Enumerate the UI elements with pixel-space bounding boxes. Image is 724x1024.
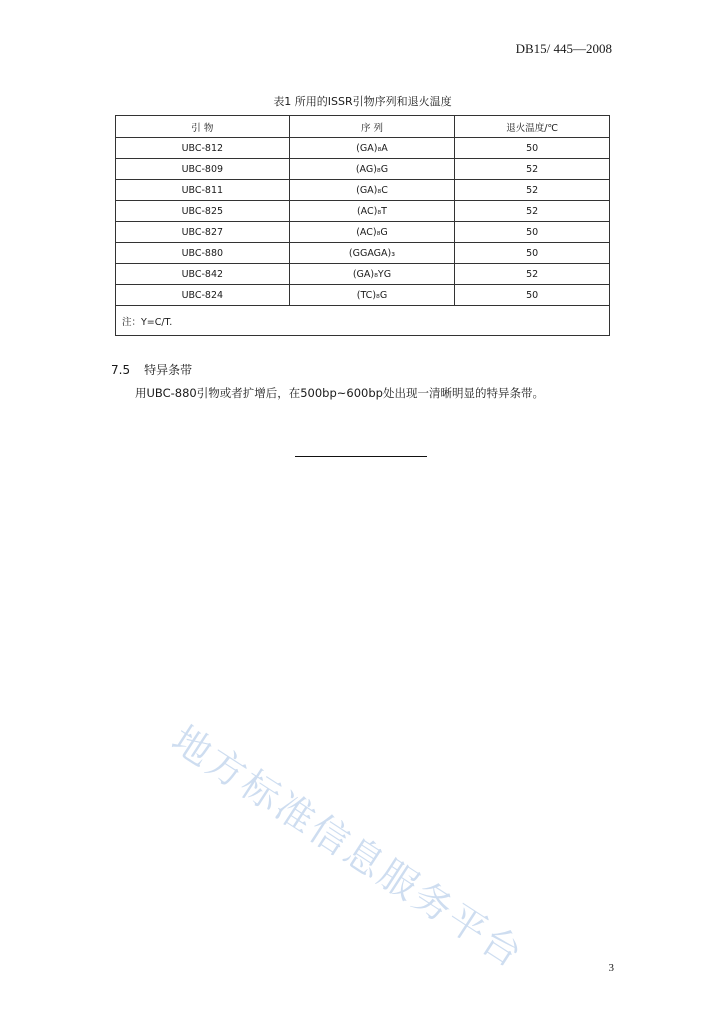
section-title: 特异条带: [144, 363, 193, 377]
table-row: [116, 264, 610, 285]
watermark: 地方标准信息服务平台: [164, 716, 532, 978]
column-header-sequence: 序 列: [289, 116, 455, 138]
primer-cell: UBC-809: [116, 159, 290, 180]
column-header-primer: 引 物: [116, 116, 290, 138]
temperature-cell: 50: [455, 243, 610, 264]
sequence-cell: (GA)₈A: [289, 138, 455, 159]
page-number: 3: [608, 962, 614, 974]
temperature-cell: 52: [455, 264, 610, 285]
table-row: [116, 159, 610, 180]
table-note-row: [116, 306, 610, 336]
end-rule: [295, 456, 427, 457]
sequence-cell: (GA)₈C: [289, 180, 455, 201]
section-number: 7.5: [111, 363, 131, 377]
section-heading: [111, 361, 192, 378]
sequence-cell: (AC)₈T: [289, 201, 455, 222]
temperature-cell: 52: [455, 180, 610, 201]
primer-cell: UBC-812: [116, 138, 290, 159]
primer-cell: UBC-824: [116, 285, 290, 306]
temperature-cell: 50: [455, 138, 610, 159]
table-row: [116, 201, 610, 222]
sequence-cell: (GA)₈YG: [289, 264, 455, 285]
table-row: [116, 180, 610, 201]
table-note: 注：Y=C/T.: [116, 306, 610, 336]
primer-cell: UBC-842: [116, 264, 290, 285]
temperature-cell: 50: [455, 222, 610, 243]
primer-cell: UBC-811: [116, 180, 290, 201]
table-row: [116, 243, 610, 264]
primer-cell: UBC-827: [116, 222, 290, 243]
primer-cell: UBC-880: [116, 243, 290, 264]
temperature-cell: 50: [455, 285, 610, 306]
temperature-cell: 52: [455, 159, 610, 180]
document-id: DB15/ 445—2008: [515, 41, 612, 56]
table-row: [116, 138, 610, 159]
temperature-cell: 52: [455, 201, 610, 222]
table-caption: 表1 所用的ISSR引物序列和退火温度: [273, 95, 452, 108]
sequence-cell: (AG)₈G: [289, 159, 455, 180]
primer-cell: UBC-825: [116, 201, 290, 222]
sequence-cell: (GGAGA)₃: [289, 243, 455, 264]
column-header-annealing-temp: 退火温度/℃: [455, 116, 610, 138]
sequence-cell: (AC)₈G: [289, 222, 455, 243]
table-row: [116, 222, 610, 243]
section-paragraph: 用UBC-880引物或者扩增后，在500bp~600bp处出现一清晰明显的特异条带。: [135, 386, 544, 400]
table-header-row: [116, 116, 610, 138]
table-row: [116, 285, 610, 306]
primer-table: [115, 115, 610, 336]
sequence-cell: (TC)₈G: [289, 285, 455, 306]
